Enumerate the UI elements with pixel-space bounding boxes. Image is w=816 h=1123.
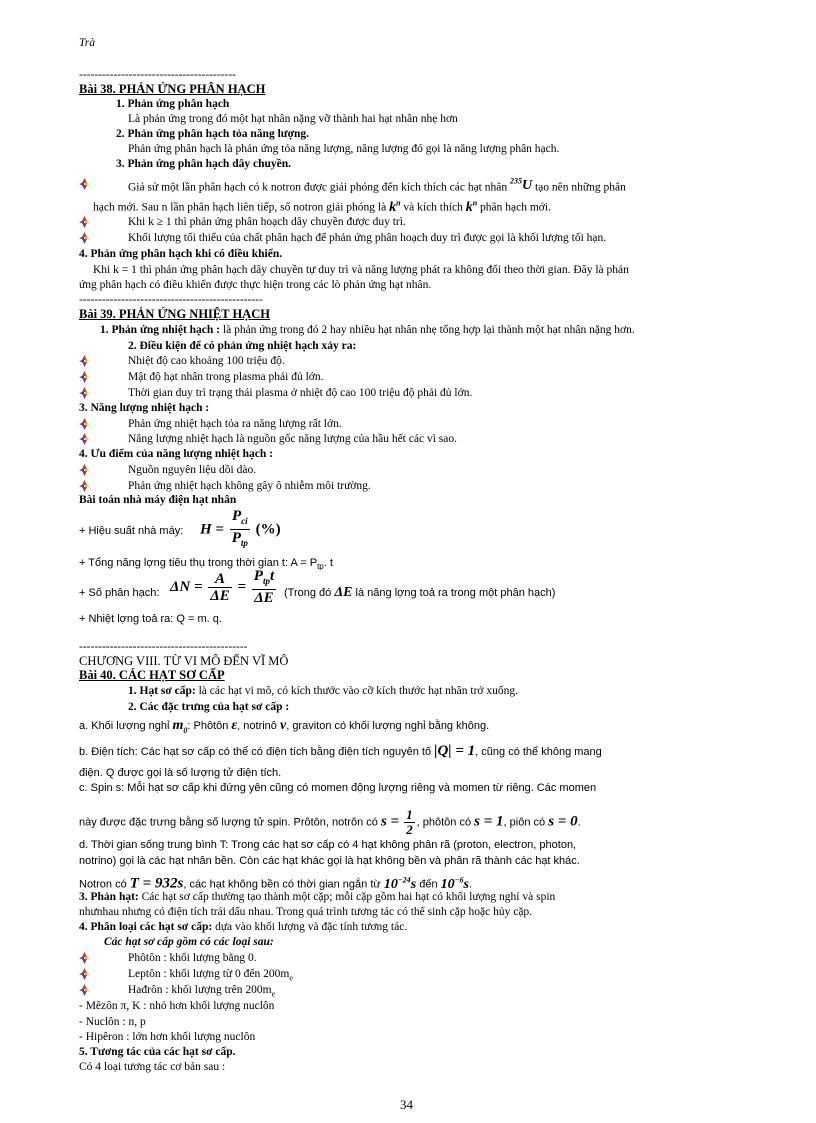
section-title-bai39: Bài 39. PHẢN ỨNG NHIỆT HẠCH [79, 307, 270, 321]
paragraph-antiparticle: 3. Phản hạt: Các hạt sơ cấp thường tạo thành một cặp; mỗi cặp gồm hai hạt có khối lượng nghỉ và spin [79, 891, 556, 903]
separator: ----------------------------------------- [79, 69, 237, 81]
section-title-bai38: Bài 38. PHẢN ỨNG PHÂN HẠCH [79, 82, 266, 96]
paragraph: Có 4 loại tương tác cơ bản sau : [79, 1061, 226, 1073]
paragraph-classification: 4. Phân loại các hạt sơ cấp: dựa vào khối lượng và đặc tính tương tác. [79, 921, 408, 933]
paragraph: notrino) gọi là các hạt nhân bền. Còn các hạt khác gọi là hạt không bền và phân rã thành các hạt khác. [79, 855, 580, 867]
list-item: - Hipêron : lớn hơn khối lượng nuclôn [79, 1031, 256, 1043]
bullet-icon [79, 387, 90, 399]
section-title-bai40: Bài 40. CÁC HẠT SƠ CẤP [79, 668, 225, 682]
paragraph: Giả sử một lần phân hạch có k notron được giải phóng đến kích thích các hạt nhân $^{235}$U tạo nên những phân [128, 176, 626, 194]
list-item: Thời gian duy trì trạng thái plasma ở nhiệt độ cao 100 triệu độ phải đủ lớn. [128, 387, 473, 399]
paragraph-lifetime-values: Notron có T = 932s, các hạt không bền có thời gian ngắn từ $10^{-24}s$ đến $10^{-6}s$. [79, 875, 472, 892]
bullet-icon [79, 355, 90, 367]
running-title: Trà [79, 37, 95, 49]
subheading: Bài toán nhà máy điện hạt nhân [79, 494, 237, 506]
bullet-icon [79, 418, 90, 430]
formula-efficiency: H = $\frac{P_{ci}}{P_{tp}}$ (%) [200, 508, 281, 548]
paragraph: Khi k = 1 thì phản ứng phân hạch dây chuyền tự duy trì và năng lượng phát ra không đổi theo thời gian. Đây là phản [93, 264, 629, 276]
separator: -------------------------------------------- [79, 641, 248, 653]
page-number: 34 [400, 1097, 413, 1112]
bullet-icon [79, 952, 90, 964]
list-item: - Mêzôn π, K : nhỏ hơn khối lượng nuclôn [79, 1000, 275, 1012]
list-item: Nguồn nguyên liệu dồi dào. [128, 464, 257, 476]
subheading: 4. Phản ứng phân hạch khi có điều khiển. [79, 248, 283, 260]
paragraph: Khi k ≥ 1 thì phản ứng phân hoạch dây chuyền được duy trì. [128, 216, 406, 228]
formula-note: (Trong đó ΔE là năng lợng toả ra trong một phân hạch) [284, 585, 556, 600]
bullet-icon [79, 433, 90, 445]
subheading: 3. Phản ứng phân hạch dây chuyền. [116, 158, 291, 170]
bullet-icon [79, 480, 90, 492]
bullet-icon [79, 178, 90, 190]
paragraph: nhưnhau nhưng có điện tích trái dấu nhau. Trong quá trình tương tác có thể sinh cặp hoặc hủy cặp. [79, 906, 533, 918]
subheading: 2. Các đặc trưng của hạt sơ cấp : [128, 701, 290, 713]
separator: ------------------------------------------------ [79, 294, 263, 306]
paragraph: Phản ứng phân hạch là phản ứng tỏa năng lượng, năng lượng đó gọi là năng lượng phân hạch. [128, 143, 560, 155]
list-item: Leptôn : khối lượng từ 0 đến $200m_e$ [128, 968, 293, 983]
formula-label: + Hiệu suất nhà máy: [79, 525, 184, 537]
paragraph-charge: b. Điện tích: Các hạt sơ cấp có thể có điện tích bằng điện tích nguyên tố |Q| = 1, cũng có thể không mang [79, 743, 602, 759]
subheading: 3. Năng lượng nhiệt hạch : [79, 402, 210, 414]
paragraph-spin: c. Spin s: Mỗi hạt sơ cấp khi đứng yên cũng có momen động lượng riêng và momen từ riêng. Các momen [79, 782, 597, 794]
paragraph: Khối lượng tối thiểu của chất phân hạch để phản ứng phân hoạch duy trì được gọi là khối lượng tối hạn. [128, 232, 607, 244]
paragraph-rest-mass: a. Khối lượng nghỉ $m_0$: Phôtôn ε, notrinô ν, graviton có khối lượng nghỉ bằng không. [79, 718, 490, 735]
bullet-icon [79, 371, 90, 383]
list-item: Năng lượng nhiệt hạch là nguồn gốc năng lượng của hầu hết các vì sao. [128, 433, 457, 445]
bullet-icon [79, 984, 90, 996]
list-item: Hađrôn : khối lượng trên $200m_e$ [128, 984, 276, 999]
list-item: Mật độ hạt nhân trong plasma phải đủ lớn. [128, 371, 324, 383]
formula-fission-count: ΔN = $\frac{A}{\Delta E}$ = $\frac{P_{tp}t}{\Delta E}$ [170, 568, 275, 606]
list-item: Phản ứng nhiệt hạch không gây ô nhiễm môi trường. [128, 480, 371, 492]
subheading: 2. Phản ứng phân hạch tỏa năng lượng. [116, 128, 310, 140]
paragraph: Là phản ứng trong đó một hạt nhân nặng vỡ thành hai hạt nhân nhẹ hơn [128, 113, 458, 125]
paragraph: 1. Hạt sơ cấp: là các hạt vi mô, có kích thước vào cỡ kích thước hạt nhân trở xuống. [128, 685, 518, 697]
subheading: Các hạt sơ cấp gồm có các loại sau: [104, 936, 274, 948]
subheading: 2. Điều kiện để có phản ứng nhiệt hạch xảy ra: [128, 340, 357, 352]
formula-label: + Số phân hạch: [79, 587, 160, 599]
list-item: Phản ứng nhiệt hạch tỏa ra năng lượng rất lớn. [128, 418, 342, 430]
subheading: 1. Phản ứng phân hạch [116, 98, 230, 110]
list-item: Phôtôn : khối lượng bằng 0. [128, 952, 257, 964]
paragraph: ứng phân hạch có điều khiển được thực hiện trong các lò phản ứng hạt nhân. [79, 279, 432, 291]
paragraph: điện. Q được gọi là số lượng tử điện tích. [79, 767, 282, 779]
subheading: 4. Ưu điểm của năng lượng nhiệt hạch : [79, 448, 273, 460]
list-item: - Nuclôn : n, p [79, 1016, 146, 1028]
bullet-icon [79, 464, 90, 476]
formula-total-energy: + Tổng năng lợng tiêu thụ trong thời gian t: $A = P_{tp}$. t [79, 557, 333, 572]
subheading: 5. Tương tác của các hạt sơ cấp. [79, 1046, 236, 1058]
bullet-icon [79, 968, 90, 980]
list-item: Nhiệt độ cao khoảng 100 triệu độ. [128, 355, 285, 367]
formula-heat: + Nhiệt lợng toả ra: Q = m. q. [79, 613, 222, 625]
paragraph: hạch mới. Sau n lần phân hạch liên tiếp, số notron giải phóng là $k^n$ và kích thích $k^n$ phân hạch mới. [93, 198, 551, 215]
paragraph-spin-values: này được đặc trưng bằng số lượng tử spin. Prôtôn, notrôn có s = $\frac{1}{2}$ , phôtôn có s = 1, piôn có s = 0. [79, 807, 581, 837]
bullet-icon [79, 216, 90, 228]
bullet-icon [79, 232, 90, 244]
paragraph: 1. Phản ứng nhiệt hạch : là phản ứng trong đó 2 hay nhiều hạt nhân nhẹ tổng hợp lại thành một hạt nhân nặng hơn. [100, 324, 635, 336]
paragraph-lifetime: d. Thời gian sống trung bình T: Trong các hạt sơ cấp có 4 hạt không phân rã (proton, electron, photon, [79, 839, 577, 851]
chapter-title: CHƯƠNG VIII. TỪ VI MÔ ĐẾN VĨ MÔ [79, 654, 289, 668]
